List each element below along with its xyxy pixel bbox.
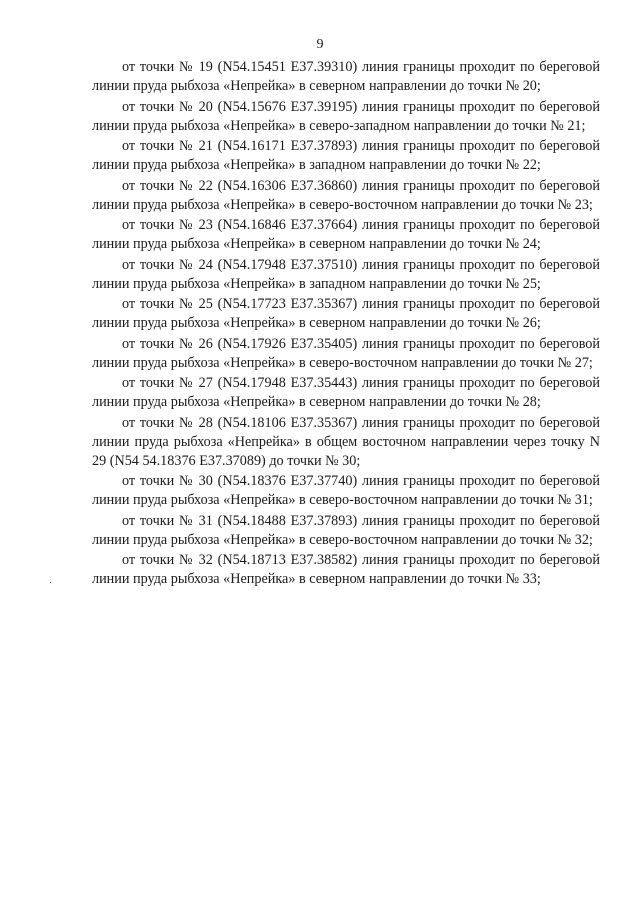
paragraph-point-31: от точки № 31 (N54.18488 E37.37893) линия границы проходит по береговой линии пруда рыбхоза «Непрейка» в северо-восточном направлении до точки № 32; — [92, 512, 600, 548]
paragraph-point-23: от точки № 23 (N54.16846 E37.37664) линия границы проходит по береговой линии пруда рыбхоза «Непрейка» в северном направлении до точки № 24; — [92, 217, 600, 252]
paragraph-point-30: от точки № 30 (N54.18376 E37.37740) линия границы проходит по береговой линии пруда рыбхоза «Непрейка» в северо-восточном направлении до точки № 31; — [92, 473, 600, 508]
page-number: 9 — [316, 37, 324, 52]
paragraph-point-21: от точки № 21 (N54.16171 E37.37893) линия границы проходит по береговой линии пруда рыбхоза «Непрейка» в западном направлении до точки № 22; — [92, 138, 600, 173]
paragraph-point-27: от точки № 27 (N54.17948 E37.35443) линия границы проходит по береговой линии пруда рыбхоза «Непрейка» в северном направлении до точки № 28; — [92, 375, 600, 410]
document-body — [92, 58, 600, 591]
scan-speck — [50, 582, 51, 583]
paragraph-point-25: от точки № 25 (N54.17723 E37.35367) линия границы проходит по береговой линии пруда рыбхоза «Непрейка» в северном направлении до точки № 26; — [92, 296, 600, 331]
paragraph-point-28: от точки № 28 (N54.18106 E37.35367) линия границы проходит по береговой линии пруда рыбхоза «Непрейка» в общем восточном направлении через точку N 29 (N54 54.18376 E37.37089) до точки № 30; — [92, 414, 600, 469]
paragraph-point-19: от точки № 19 (N54.15451 E37.39310) линия границы проходит по береговой линии пруда рыбхоза «Непрейка» в северном направлении до точки № 20; — [92, 59, 600, 94]
paragraph-point-20: от точки № 20 (N54.15676 E37.39195) линия границы проходит по береговой линии пруда рыбхоза «Непрейка» в северо-западном направлении до точки № 21; — [92, 98, 600, 134]
paragraph-point-32: от точки № 32 (N54.18713 E37.38582) линия границы проходит по береговой линии пруда рыбхоза «Непрейка» в северном направлении до точки № 33; — [92, 552, 600, 587]
paragraph-point-24: от точки № 24 (N54.17948 E37.37510) линия границы проходит по береговой линии пруда рыбхоза «Непрейка» в западном направлении до точки № 25; — [92, 256, 600, 292]
paragraph-point-26: от точки № 26 (N54.17926 E37.35405) линия границы проходит по береговой линии пруда рыбхоза «Непрейка» в северо-восточном направлении до точки № 27; — [92, 335, 600, 371]
paragraph-point-22: от точки № 22 (N54.16306 E37.36860) линия границы проходит по береговой линии пруда рыбхоза «Непрейка» в северо-восточном направлении до точки № 23; — [92, 177, 600, 213]
